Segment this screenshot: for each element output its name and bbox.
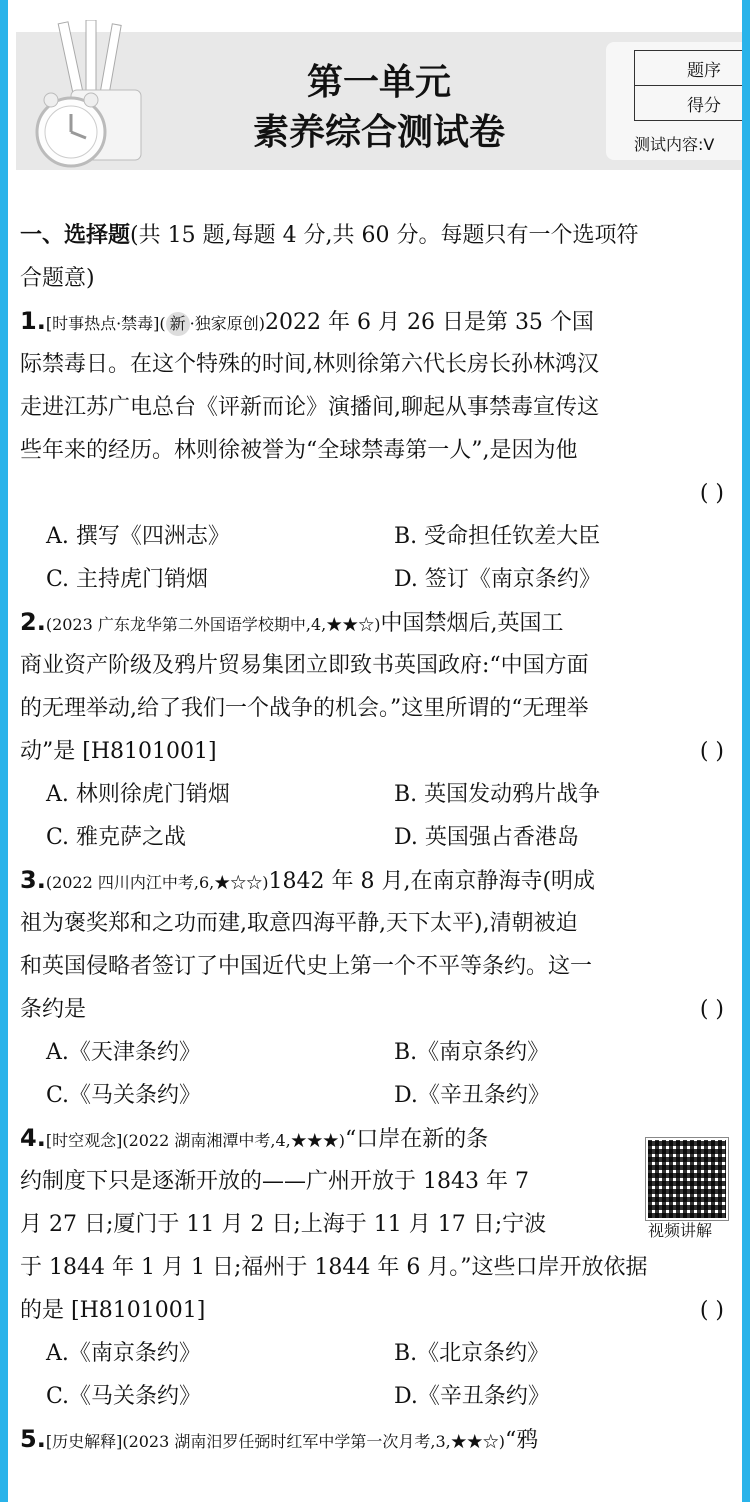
question-5: 5.[历史解释](2023 湖南汨罗任弼时红军中学第一次月考,3,★★☆)“鸦 (20, 1425, 539, 1453)
option-c[interactable]: C. 雅克萨之战 (46, 825, 187, 850)
option-b[interactable]: B. 受命担任钦差大臣 (394, 524, 601, 549)
option-d[interactable]: D. 签订《南京条约》 (394, 567, 601, 592)
unit-title: 第一单元 (306, 62, 451, 103)
question-number: 3. (20, 866, 46, 894)
options-row (20, 558, 730, 601)
option-d[interactable]: D.《辛丑条约》 (394, 1083, 550, 1108)
answer-blank[interactable]: ( ) (699, 1298, 724, 1323)
score-box (606, 42, 742, 160)
question-list: 一、选择题(共 15 题,每题 4 分,共 60 分。每题只有一个选项符 合题意) 1.[时事热点·禁毒]( 新 ·独家原创)2022 年 6 月 26 日是第 35 个国 际禁毒日。在这个特殊的时间,林则徐第六代长房长孙林鸿汉 走进江苏广电总台《评新而论》演播间,聊起从事禁毒宣传这 些年来的经历。林则徐被誉为“全球禁毒第一人”,是因为他 ( ) A. 撰写《四洲志》 B. 受命担任钦差大臣 C. 主持虎门销烟 D. 签订《南京条约》 2.(2023 广东龙华第二外国语学校期中,4,★★☆)中国禁烟后,英国工 商业资产阶级及鸦片贸易集团立即致书英国政府:“中国方面 的无理举动,给了我们一个战争的机会。”这里所谓的“无理举 动”是 [H8101001] ( ) A. 林则徐虎门销烟 B. 英国发动鸦片战争 C. 雅克萨之战 D. 英国强占香港岛 3.(2022 四川内江中考,6,★☆☆)1842 年 8 月,在南京静海寺(明成 祖为褒奖郑和之功而建,取意四海平静,天下太平),清朝被迫 和英国侵略者签订了中国近代史上第一个不平等条约。这一 条约是 ( ) A.《天津条约》 B.《南京条约》 C.《马关条约》 D.《辛丑条约》 4.[时空观念](2022 湖南湘潭中考,4,★★★)“口岸在新的条 约制度下只是逐渐开放的——广州开放于 1843 年 7 月 27 日;厦门于 11 月 2 日;上海于 11 月 17 日;宁波 于 1844 年 1 月 1 日;福州于 1844 年 6 月。”这些口岸开放依据 的是 [H8101001] ( ) A.《南京条约》 B.《北京条约》 C.《马关条约》 D.《辛丑条约》 5.[历史解释](2023 湖南汨罗任弼时红军中学第一次月考,3,★★☆)“鸦 (20, 214, 730, 1461)
question-4: 4.[时空观念](2022 湖南湘潭中考,4,★★★)“口岸在新的条 (20, 1124, 489, 1152)
question-source: (2022 湖南湘潭中考,4,★★★) (122, 1131, 345, 1150)
options-row (20, 1074, 730, 1117)
test-title: 素养综合测试卷 (252, 112, 505, 153)
question-tag: [历史解释] (45, 1432, 123, 1451)
question-number: 4. (20, 1124, 46, 1152)
section-heading (20, 214, 730, 257)
page (8, 0, 742, 1502)
score-label-score: 得分 (635, 86, 743, 121)
options-row (20, 1031, 730, 1074)
option-c[interactable]: C.《马关条约》 (46, 1384, 202, 1409)
options-row (20, 1332, 730, 1375)
score-label-order: 题序 (635, 51, 743, 86)
option-c[interactable]: C. 主持虎门销烟 (46, 567, 209, 592)
question-source: (2022 四川内江中考,6,★☆☆) (45, 873, 269, 892)
option-b[interactable]: B. 英国发动鸦片战争 (394, 782, 601, 807)
option-d[interactable]: D. 英国强占香港岛 (394, 825, 579, 850)
question-source: ·独家原创) (189, 314, 265, 333)
options-row (20, 1375, 730, 1418)
question-number: 2. (20, 608, 46, 636)
option-a[interactable]: A. 撰写《四洲志》 (46, 524, 230, 549)
options-row (20, 515, 730, 558)
question-number: 5. (20, 1425, 46, 1453)
option-a[interactable]: A.《南京条约》 (46, 1341, 201, 1366)
header-banner (16, 32, 742, 170)
test-content-note: 测试内容:V (634, 135, 715, 154)
option-a[interactable]: A.《天津条约》 (46, 1040, 201, 1065)
qr-code-icon[interactable] (646, 1138, 728, 1220)
options-row (20, 773, 730, 816)
section-desc: (共 15 题,每题 4 分,共 60 分。每题只有一个选项符 (130, 223, 639, 248)
option-d[interactable]: D.《辛丑条约》 (394, 1384, 550, 1409)
question-number: 1. (20, 307, 46, 335)
option-b[interactable]: B.《南京条约》 (394, 1040, 550, 1065)
question-tag: [时事热点·禁毒] (45, 314, 160, 333)
option-b[interactable]: B.《北京条约》 (394, 1341, 550, 1366)
options-row (20, 816, 730, 859)
answer-blank[interactable]: ( ) (699, 997, 724, 1022)
option-c[interactable]: C.《马关条约》 (46, 1083, 202, 1108)
video-explain-label: 视频讲解 (648, 1221, 713, 1240)
question-source: (2023 湖南汨罗任弼时红军中学第一次月考,3,★★☆) (122, 1432, 505, 1451)
section-desc-cont: 合题意) (20, 266, 95, 291)
question-3: 3.(2022 四川内江中考,6,★☆☆)1842 年 8 月,在南京静海寺(明成 (20, 866, 596, 894)
answer-blank[interactable]: ( ) (699, 739, 724, 764)
question-tag: [时空观念] (45, 1131, 123, 1150)
score-table (634, 50, 742, 121)
section-title: 一、选择题 (20, 223, 131, 248)
question-1: 1.[时事热点·禁毒]( 新 ·独家原创)2022 年 6 月 26 日是第 35 个国 (20, 307, 594, 335)
option-a[interactable]: A. 林则徐虎门销烟 (46, 782, 230, 807)
question-source: (2023 广东龙华第二外国语学校期中,4,★★☆) (45, 615, 381, 634)
question-2: 2.(2023 广东龙华第二外国语学校期中,4,★★☆)中国禁烟后,英国工 (20, 608, 564, 636)
answer-blank[interactable]: ( ) (699, 481, 724, 506)
new-badge: 新 (166, 312, 190, 336)
